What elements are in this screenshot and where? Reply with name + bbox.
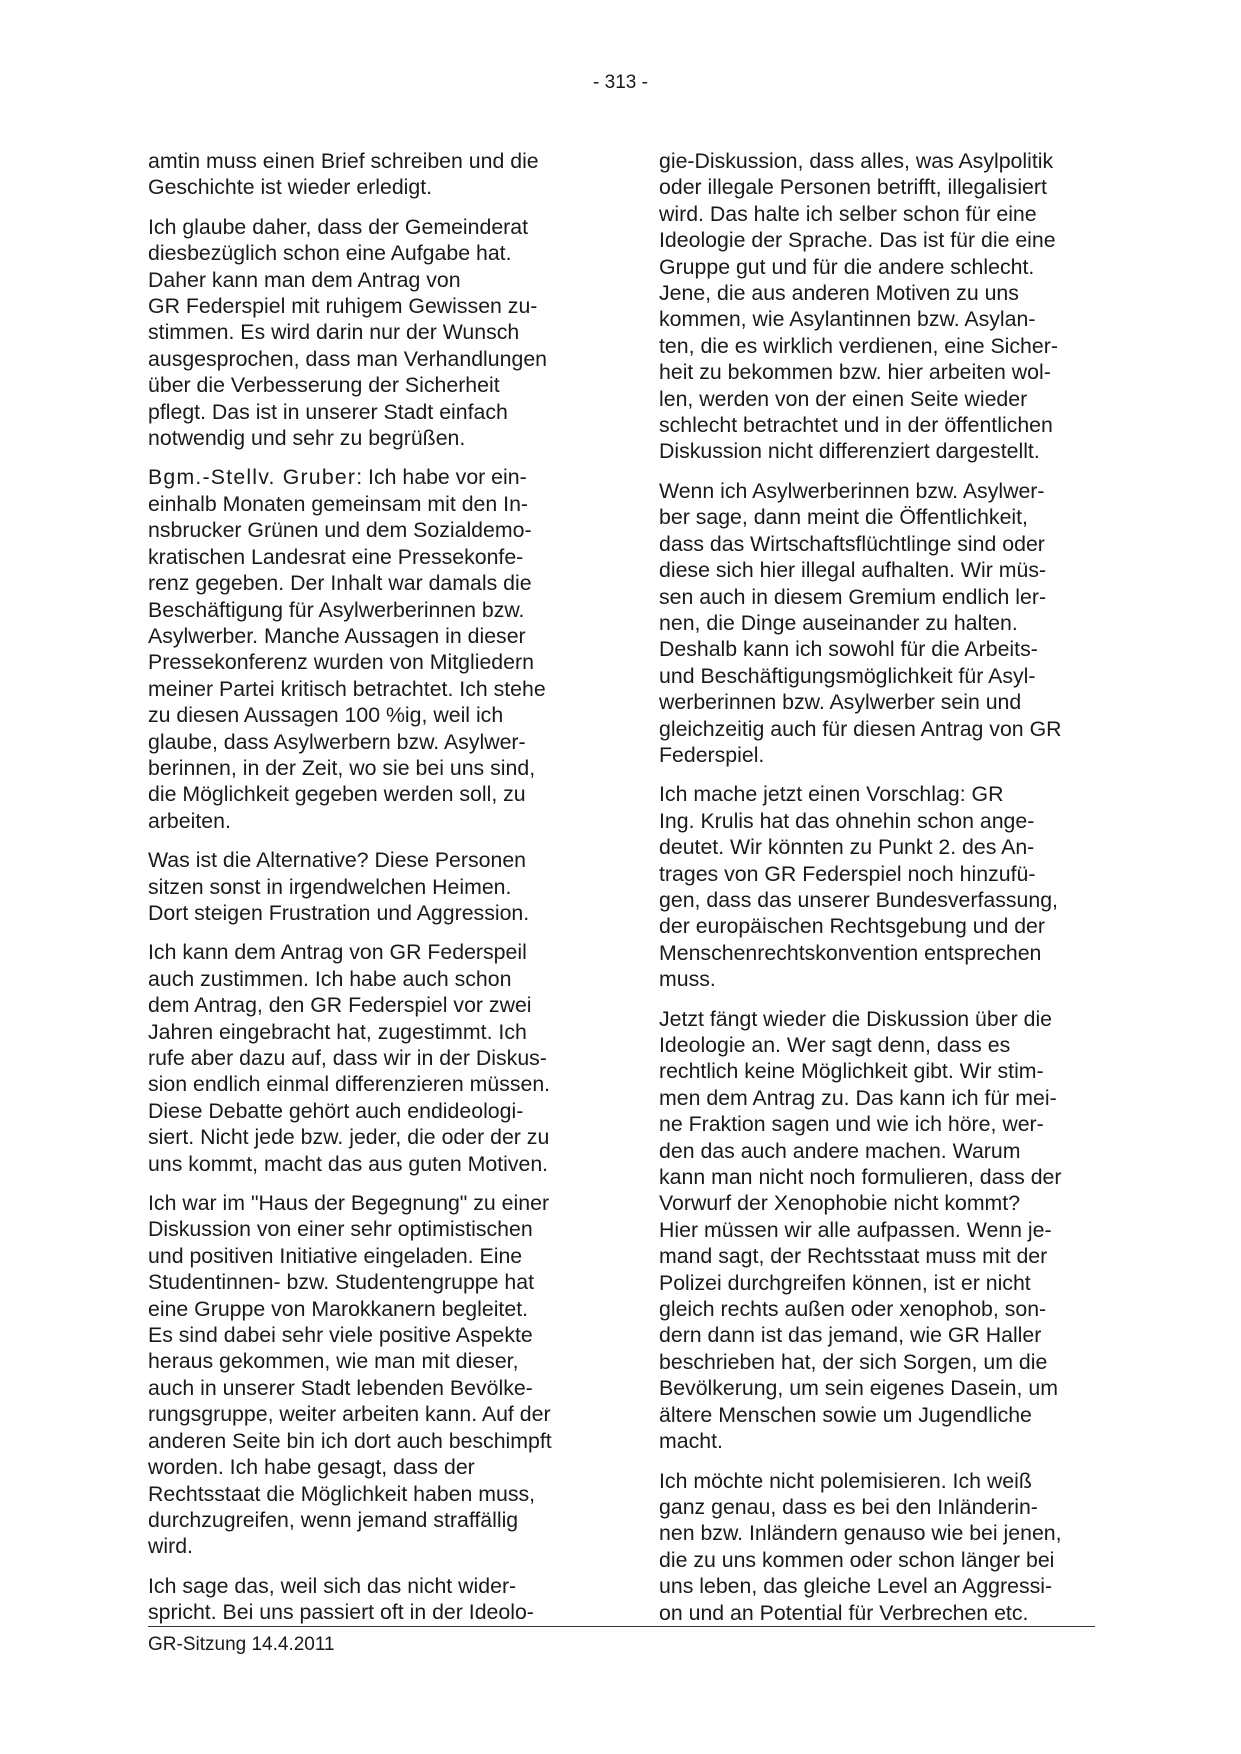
page-number: - 313 - — [593, 72, 648, 93]
paragraph: Was ist die Alternative? Diese Personen sitzen sonst in irgendwelchen Heimen. Dort steigen Frustration und Aggression. — [148, 848, 530, 925]
speech-text: : Ich habe vor ein- einhalb Monaten gemeinsam mit den In- nsbrucker Grünen und dem Sozialdemo- kratischen Landesrat eine Pressekonfe- renz gegeben. Der Inhalt war damals die Beschäftigung für Asylwerberinnen bzw. Asylwerber. Manche Aussagen in dieser Pressekonferenz wurden von Mitgliedern meiner Partei kritisch betrachtet. Ich stehe zu diesen Aussagen 100 %ig, weil ich glaube, dass Asylwerbern bzw. Asylwer- berinnen, in der Zeit, wo sie bei uns sind, die Möglichkeit gegeben werden soll, zu arbeiten. — [148, 465, 546, 833]
footer-session-date: GR-Sitzung 14.4.2011 — [148, 1634, 335, 1655]
footer-divider — [148, 1626, 1095, 1627]
left-column — [148, 148, 588, 1639]
paragraph — [148, 464, 588, 834]
paragraph: Ich mache jetzt einen Vorschlag: GR Ing. Krulis hat das ohnehin schon ange- deutet. Wir könnten zu Punkt 2. des An- trages von GR Federspiel noch hinzufü- gen, dass das unserer Bundesverfassung, der europäischen Rechtsgebung und der Menschenrechtskonvention entsprechen muss. — [659, 782, 1058, 992]
paragraph: Ich war im "Haus der Begegnung" zu einer Diskussion von einer sehr optimistischen und positiven Initiative eingeladen. Eine Studentinnen- bzw. Studentengruppe hat eine Gruppe von Marokkanern begleitet. Es sind dabei sehr viele positive Aspekte heraus gekommen, wie man mit dieser, auch in unserer Stadt lebenden Bevölke- rungsgruppe, weiter arbeiten kann. Auf der anderen Seite bin ich dort auch beschimpft worden. Ich habe gesagt, dass der Rechtsstaat die Möglichkeit haben muss, durchzugreifen, wenn jemand straffällig wird. — [148, 1191, 552, 1559]
paragraph: amtin muss einen Brief schreiben und die Geschichte ist wieder erledigt. — [148, 149, 539, 200]
paragraph: Ich glaube daher, dass der Gemeinderat diesbezüglich schon eine Aufgabe hat. Daher kann man dem Antrag von GR Federspiel mit ruhigem Gewissen zu- stimmen. Es wird darin nur der Wunsch ausgesprochen, dass man Verhandlungen über die Verbesserung der Sicherheit pflegt. Das ist in unserer Stadt einfach notwendig und sehr zu begrüßen. — [148, 214, 548, 451]
paragraph: gie-Diskussion, dass alles, was Asylpolitik oder illegale Personen betrifft, illegalisiert wird. Das halte ich selber schon für eine Ideologie der Sprache. Das ist für die eine Gruppe gut und für die andere schlecht. Jene, die aus anderen Motiven zu uns kommen, wie Asylantinnen bzw. Asylan- ten, die es wirklich verdienen, eine Sicher- heit zu bekommen bzw. hier arbeiten wol- len, werden von der einen Seite wieder schlecht betrachtet und in der öffentlichen Diskussion nicht differenziert dargestellt. — [659, 149, 1058, 464]
paragraph: Wenn ich Asylwerberinnen bzw. Asylwer- ber sage, dann meint die Öffentlichkeit, dass das Wirtschaftsflüchtlinge sind oder diese sich hier illegal aufhalten. Wir müs- sen auch in diesem Gremium endlich ler- nen, die Dinge auseinander zu halten. Deshalb kann ich sowohl für die Arbeits- und Beschäftigungsmöglichkeit für Asyl- werberinnen bzw. Asylwerber sein und gleichzeitig auch für diesen Antrag von GR Federspiel. — [659, 478, 1062, 767]
paragraph: Ich kann dem Antrag von GR Federspeil auch zustimmen. Ich habe auch schon dem Antrag, den GR Federspiel vor zwei Jahren eingebracht hat, zugestimmt. Ich rufe aber dazu auf, dass wir in der Diskus- sion endlich einmal differenzieren müssen. Diese Debatte gehört auch endideologi- siert. Nicht jede bzw. jeder, die oder der zu uns kommt, macht das aus guten Motiven. — [148, 940, 551, 1176]
paragraph: Jetzt fängt wieder die Diskussion über die Ideologie an. Wer sagt denn, dass es rechtlich keine Möglichkeit gibt. Wir stim- men dem Antrag zu. Das kann ich für mei- ne Fraktion sagen und wie ich höre, wer- den das auch andere machen. Warum kann man nicht noch formulieren, dass der Vorwurf der Xenophobie nicht kommt? Hier müssen wir alle aufpassen. Wenn je- mand sagt, der Rechtsstaat muss mit der Polizei durchgreifen können, ist er nicht gleich rechts außen oder xenophob, son- dern dann ist das jemand, wie GR Haller beschrieben hat, der sich Sorgen, um die Bevölkerung, um sein eigenes Dasein, um ältere Menschen sowie um Jugendliche macht. — [659, 1006, 1062, 1454]
paragraph: Ich sage das, weil sich das nicht wider- spricht. Bei uns passiert oft in der Ideolo- — [148, 1573, 534, 1625]
speaker-name: Bgm.-Stellv. Gruber — [148, 465, 357, 490]
right-column — [659, 148, 1099, 1639]
paragraph: Ich möchte nicht polemisieren. Ich weiß ganz genau, dass es bei den Inländerin- nen bzw. Inländern genauso wie bei jenen, die zu uns kommen oder schon länger bei uns leben, das gleiche Level an Aggressi- on und an Potential für Verbrechen etc. — [659, 1468, 1062, 1625]
